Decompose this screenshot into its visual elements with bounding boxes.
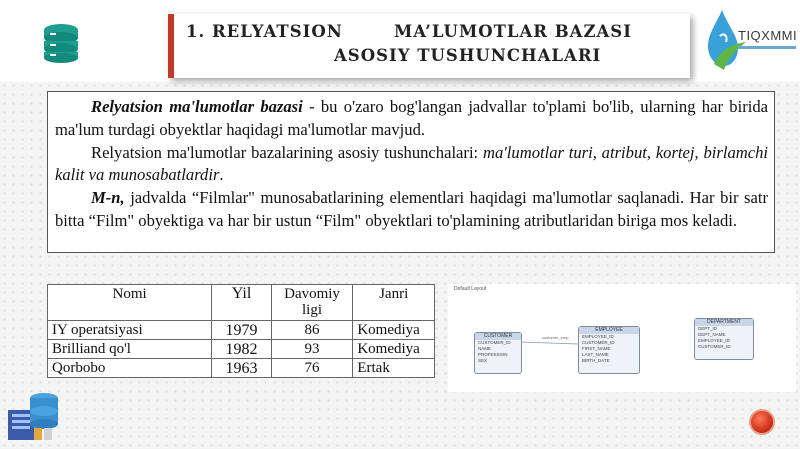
cell-janri: Komediya: [353, 340, 435, 359]
paragraph-3: [55, 187, 768, 233]
paragraph-2-end: .: [219, 165, 224, 185]
entity-field: LAST_NAME: [582, 352, 609, 357]
entity-field: FIRST_NAME: [582, 346, 611, 351]
paragraph-1-text: - bu o'zaro bog'langan jadvallar to'plami bo'lib, ularning har birida ma'lum turdagi obyektlar haqidagi ma'lumotlar mavjud.: [55, 97, 768, 139]
header-yil: Yil: [212, 285, 271, 321]
entity-field: BIRTH_DATE: [582, 358, 610, 363]
entity-field: NAME: [478, 346, 492, 351]
entity-field: EMPLOYEE_ID: [582, 334, 614, 339]
cell-davomiyligi: 86: [271, 321, 353, 340]
entity-title: CUSTOMER: [475, 333, 521, 340]
definition-text: [47, 91, 775, 253]
database-server-icon: [4, 384, 64, 444]
paragraph-2-start: Relyatsion ma'lumotlar bazalarining asosiy tushunchalari:: [91, 142, 483, 162]
logo-name: TIQXMMI: [738, 28, 798, 43]
entity-customer: [474, 332, 522, 374]
title-number: 1. RELYATSION: [186, 22, 343, 41]
cell-yil: 1979: [212, 321, 271, 340]
table-row: [48, 340, 435, 359]
entity-field: CUSTOMER_ID: [478, 340, 511, 345]
next-slide-button[interactable]: [749, 409, 775, 435]
title-line2: ASOSIY TUSHUNCHALARI: [334, 46, 602, 65]
cell-nomi: Qorbobo: [48, 359, 212, 378]
cell-janri: Ertak: [353, 359, 435, 378]
cell-yil: 1963: [212, 359, 271, 378]
example-term: M-n,: [91, 188, 125, 208]
entity-field: DEPT_ID: [698, 326, 718, 331]
cell-davomiyligi: 93: [271, 340, 353, 359]
films-table: [47, 284, 435, 378]
paragraph-1: [55, 96, 768, 142]
database-icon: [40, 22, 82, 64]
cell-janri: Komediya: [353, 321, 435, 340]
diagram-tab: Default Layout: [454, 286, 487, 292]
entity-field: CUSTOMER_ID: [582, 340, 615, 345]
entity-field: PROFESSION: [478, 352, 508, 357]
entity-field: EMPLOYEE_ID: [698, 338, 730, 343]
paragraph-2: [55, 142, 768, 188]
entity-title: EMPLOYEE: [579, 327, 639, 334]
concepts-list: ma'lumotlar turi, atribut, kortej, birlamchi kalit va munosabatlardir: [55, 142, 768, 185]
paragraph-3-text: jadvalda “Filmlar" munosabatlarining elementlari haqidagi ma'lumotlar saqlanadi. Har bir satr bitta “Film" obyektiga va har bir ustun “Film" obyektlari to'plamining atributlaridan biriga mos keladi.: [55, 188, 768, 230]
header-janri: Janri: [353, 285, 435, 321]
title-line1: MA’LUMOTLAR BAZASI: [394, 22, 632, 41]
entity-field: SEX: [478, 358, 488, 363]
relation-label: customer_emp: [542, 335, 569, 340]
er-diagram-screenshot: [448, 284, 796, 392]
header-davomiyligi: Davomiy ligi: [271, 285, 353, 321]
entity-department: [694, 318, 754, 360]
entity-field: DEPT_NAME: [698, 332, 726, 337]
entity-title: DEPARTMENT: [695, 319, 753, 326]
table-row: [48, 359, 435, 378]
entity-employee: [578, 326, 640, 374]
header-nomi: Nomi: [48, 285, 212, 321]
logo-underline: [738, 46, 796, 49]
table-header-row: [48, 285, 435, 321]
slide-title: [168, 14, 690, 78]
entity-field: CUSTOMER_ID: [698, 344, 731, 349]
table-row: [48, 321, 435, 340]
cell-davomiyligi: 76: [271, 359, 353, 378]
cell-nomi: IY operatsiyasi: [48, 321, 212, 340]
cell-nomi: Brilliand qo'l: [48, 340, 212, 359]
cell-yil: 1982: [212, 340, 271, 359]
term-relational-db: Relyatsion ma'lumotlar bazasi: [91, 97, 303, 116]
